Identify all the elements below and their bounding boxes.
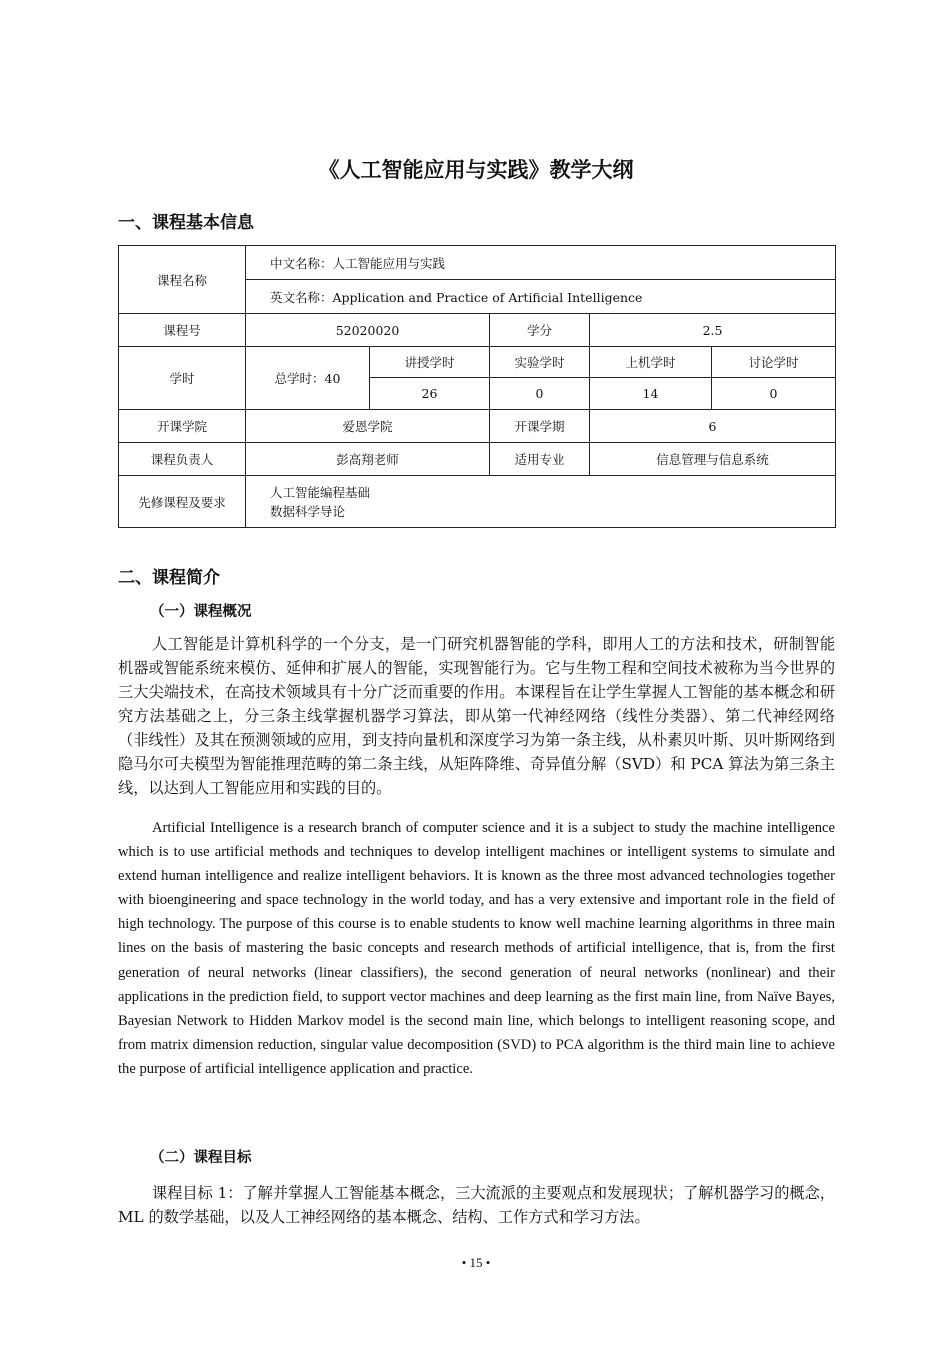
lab-hours-label: 实验学时 (490, 347, 590, 378)
major-label: 适用专业 (490, 443, 590, 476)
hours-label: 学时 (119, 347, 246, 410)
credit-label: 学分 (490, 314, 590, 347)
leader-value: 彭高翔老师 (246, 443, 490, 476)
lecture-hours-value: 26 (370, 378, 490, 410)
english-name-cell: 英文名称：Application and Practice of Artificial Intelligence (246, 280, 836, 314)
document-title: 《人工智能应用与实践》教学大纲 (318, 158, 634, 182)
section-heading-intro: 二、课程简介 (118, 568, 220, 588)
course-name-label: 课程名称 (119, 246, 246, 314)
page-number: • 15 • (461, 1255, 491, 1270)
objective-1-paragraph: 课程目标 1：了解并掌握人工智能基本概念，三大流派的主要观点和发展现状；了解机器学习的概念，ML 的数学基础，以及人工神经网络的基本概念、结构、工作方式和学习方法。 (118, 1184, 835, 1226)
table-row (119, 246, 836, 280)
course-number-value: 52020020 (246, 314, 490, 347)
prerequisite-item: 数据科学导论 (270, 503, 346, 519)
table-row (119, 347, 836, 378)
course-number-label: 课程号 (119, 314, 246, 347)
discussion-hours-value: 0 (712, 378, 836, 410)
subheading-overview: （一）课程概况 (150, 604, 252, 620)
lab-hours-value: 0 (490, 378, 590, 410)
table-row (119, 443, 836, 476)
semester-value: 6 (590, 410, 836, 443)
credit-value: 2.5 (590, 314, 836, 347)
lecture-hours-label: 讲授学时 (370, 347, 490, 378)
overview-paragraph-english: Artificial Intelligence is a research branch of computer science and it is a subject to study the machine intelligence which is to use artificial methods and techniques to develop intelligent machines or intelligent systems to simulate and extend human intelligence and realize intelligent behaviors. It is known as the three most advanced technologies together with bioengineering and space technology in the world today, and has a very extensive and important role in the field of high technology. The purpose of this course is to enable students to know well machine learning algorithms in three main lines on the basis of mastering the basic concepts and research methods of artificial intelligence, that is, from the first generation of neural networks (linear classifiers), the second generation of neural networks (nonlinear) and their applications in the prediction field, to support vector machines and deep learning as the first main line, from Naïve Bayes, Bayesian Network to Hidden Markov model is the second main line, which belongs to intelligent reasoning scope, and from matrix dimension reduction, singular value decomposition (SVD) to PCA algorithm is the third main line to achieve the purpose of artificial intelligence application and practice. (118, 820, 835, 1077)
discussion-hours-label: 讨论学时 (712, 347, 836, 378)
semester-label: 开课学期 (490, 410, 590, 443)
course-info-table (118, 245, 836, 528)
computer-hours-value: 14 (590, 378, 712, 410)
chinese-name-cell: 中文名称：人工智能应用与实践 (246, 246, 836, 280)
prerequisite-item: 人工智能编程基础 (270, 484, 371, 500)
college-value: 爱恩学院 (246, 410, 490, 443)
college-label: 开课学院 (119, 410, 246, 443)
subheading-objectives: （二）课程目标 (150, 1150, 252, 1166)
overview-paragraph-chinese: 人工智能是计算机科学的一个分支，是一门研究机器智能的学科，即用人工的方法和技术，研制智能机器或智能系统来模仿、延伸和扩展人的智能，实现智能行为。它与生物工程和空间技术被称为当今世界的三大尖端技术，在高技术领域具有十分广泛而重要的作用。本课程旨在让学生掌握人工智能的基本概念和研究方法基础之上，分三条主线掌握机器学习算法，即从第一代神经网络（线性分类器）、第二代神经网络（非线性）及其在预测领域的应用，到支持向量机和深度学习为第一条主线，从朴素贝叶斯、贝叶斯网络到隐马尔可夫模型为智能推理范畴的第二条主线，从矩阵降维、奇异值分解（SVD）和 PCA 算法为第三条主线，以达到人工智能应用和实践的目的。 (118, 635, 835, 797)
table-row (119, 314, 836, 347)
table-row (119, 410, 836, 443)
computer-hours-label: 上机学时 (590, 347, 712, 378)
prerequisite-value (246, 476, 836, 528)
total-hours-value: 总学时：40 (246, 347, 370, 410)
leader-label: 课程负责人 (119, 443, 246, 476)
prerequisite-label: 先修课程及要求 (119, 476, 246, 528)
major-value: 信息管理与信息系统 (590, 443, 836, 476)
table-row (119, 476, 836, 528)
section-heading-basic-info: 一、课程基本信息 (118, 213, 254, 233)
